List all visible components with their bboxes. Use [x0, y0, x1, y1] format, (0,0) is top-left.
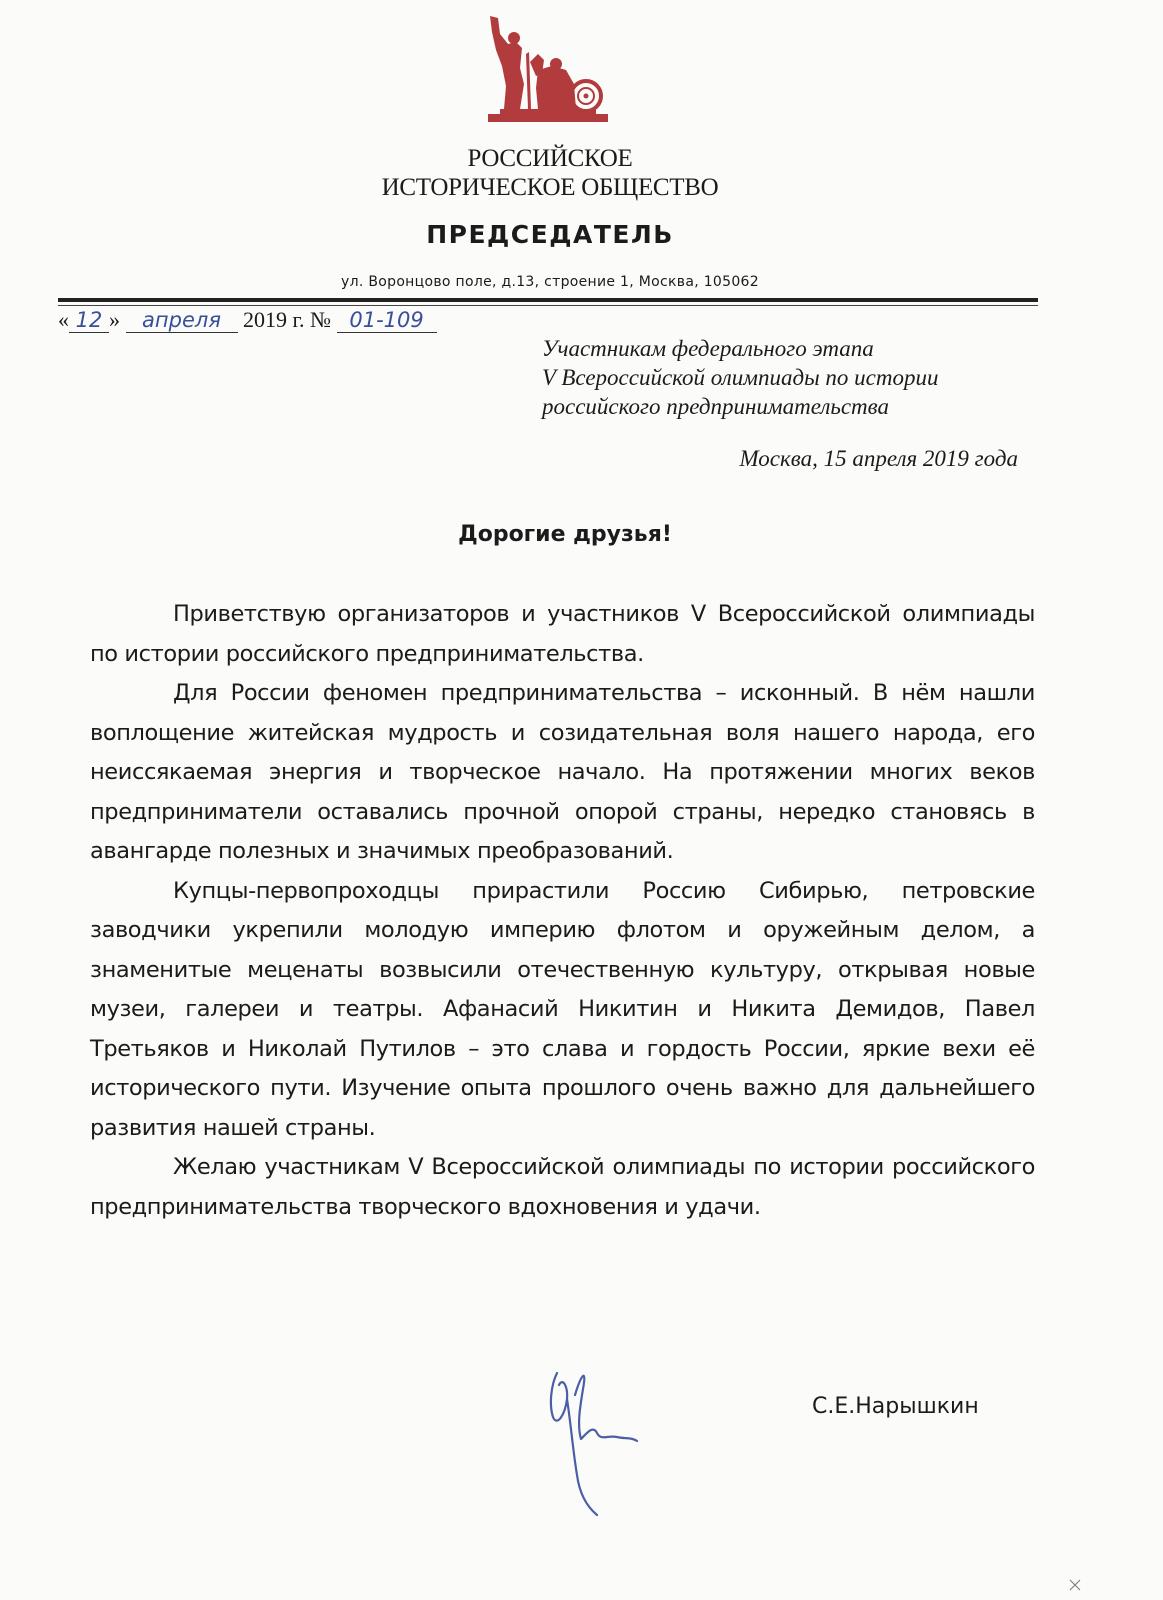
- header-divider-thin: [58, 305, 1038, 306]
- page-mark-icon: [1068, 1578, 1082, 1592]
- place-and-date: Москва, 15 апреля 2019 года: [739, 446, 1018, 471]
- organization-name-line1: РОССИЙСКОЕ: [467, 145, 633, 172]
- body-paragraph-2: Для России феномен предпринимательства – исконный. В нём нашли воплощение житейская мудрость и созидательная воля нашего народа, его неиссякаемая энергия и творческое начало. На протяжении многих веков предприниматели оставались прочной опорой страны, нередко становясь в авангарде полезных и значимых преобразований.: [90, 680, 1035, 864]
- signer-name: С.Е.Нарышкин: [812, 1394, 979, 1419]
- organization-address: ул. Воронцово поле, д.13, строение 1, Москва, 105062: [341, 274, 759, 290]
- organization-name-line2: ИСТОРИЧЕСКОЕ ОБЩЕСТВО: [381, 174, 719, 201]
- header-divider-thick: [58, 298, 1038, 302]
- position-title: ПРЕДСЕДАТЕЛЬ: [426, 220, 674, 249]
- reference-day: 12: [69, 308, 109, 333]
- body-paragraph-1: Приветствую организаторов и участников V Всероссийской олимпиады по истории российского предпринимательства.: [90, 601, 1035, 667]
- addressee-line1: Участникам федерального этапа: [542, 336, 874, 361]
- reference-month: апреля: [126, 308, 238, 333]
- addressee-line2: V Всероссийской олимпиады по истории: [542, 365, 939, 390]
- letter-body: [90, 595, 1035, 1227]
- reference-open-quote: «: [58, 307, 69, 332]
- reference-year-label: 2019 г. №: [243, 307, 332, 332]
- addressee-block: [542, 334, 938, 421]
- greeting: Дорогие друзья!: [458, 522, 672, 547]
- outgoing-reference: [58, 307, 437, 333]
- minin-pozharsky-monument-icon: [478, 14, 618, 134]
- addressee-line3: российского предпринимательства: [542, 394, 889, 419]
- handwritten-signature-icon: [537, 1355, 647, 1520]
- body-paragraph-4: Желаю участникам V Всероссийской олимпиады по истории российского предпринимательства творческого вдохновения и удачи.: [90, 1154, 1035, 1220]
- body-paragraph-3: Купцы-первопроходцы прирастили Россию Сибирью, петровские заводчики укрепили молодую империю флотом и оружейным делом, а знаменитые меценаты возвысили отечественную культуру, открывая новые музеи, галереи и театры. Афанасий Никитин и Никита Демидов, Павел Третьяков и Николай Путилов – это слава и гордость России, яркие вехи её исторического пути. Изучение опыта прошлого очень важно для дальнейшего развития нашей страны.: [90, 877, 1035, 1141]
- reference-close-quote: »: [109, 307, 120, 332]
- reference-number: 01-109: [337, 308, 437, 333]
